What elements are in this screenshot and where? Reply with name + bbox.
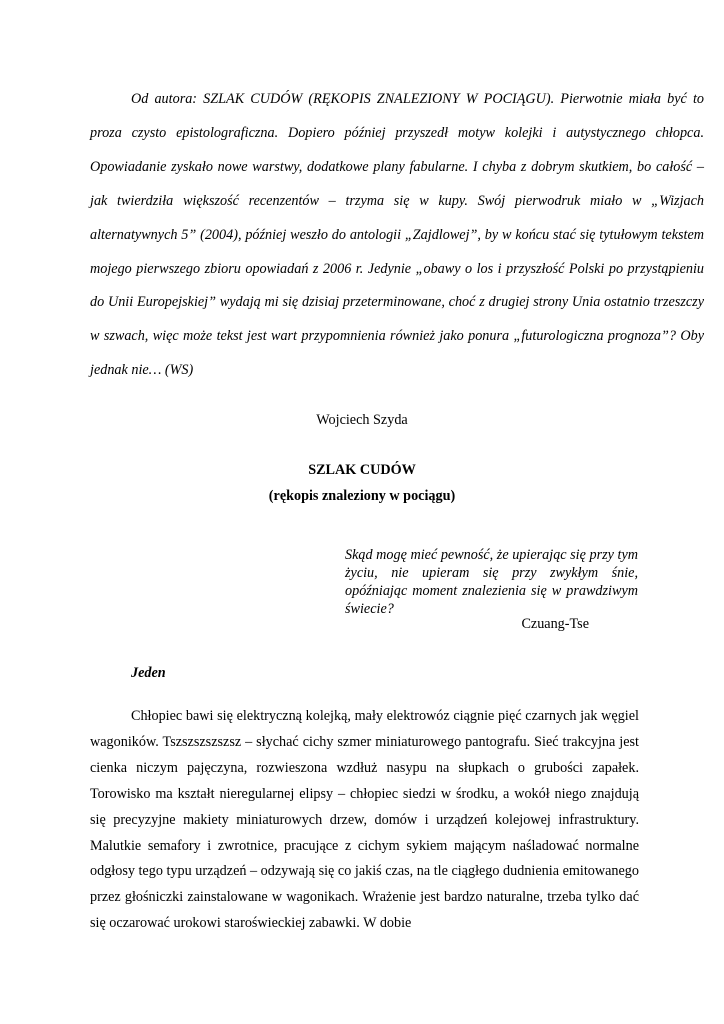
story-author: Wojciech Szyda	[316, 412, 408, 428]
chapter-heading: Jeden	[131, 665, 166, 681]
epigraph-quote: Skąd mogę mieć pewność, że upierając się przy tym życiu, nie upieram się przy zwykłym śnie, opóźniając moment znalezienia się w prawdziwym świecie?	[345, 547, 638, 617]
chapter-body-text: Chłopiec bawi się elektryczną kolejką, mały elektrowóz ciągnie pięć czarnych jak węgiel wagoników. Tszszszszszsz – słychać cichy szmer miniaturowego pantografu. Sieć trakcyjna jest cienka niczym pajęczyna, rozwieszona wzdłuż nasypu na słupkach o grubości zapałek. Torowisko ma kształt nieregularnej elipsy – chłopiec siedzi w środku, a wokół niego znajdują się precyzyjne makiety miniaturowych drzew, domów i urządzeń kolejowej infrastruktury. Malutkie semafory i zwrotnice, pracujące z cichym sykiem mającym naśladować normalne odgłosy tego typu urządzeń – odzywają się co jakiś czas, na tle ciągłego dudnienia emitowanego przez głośniczki zainstalowane w wagonikach. Wrażenie jest bardzo naturalne, trzeba tylko dać się oczarować urokowi staroświeckiej zabawki. W dobie	[90, 708, 639, 932]
story-subtitle: (rękopis znaleziony w pociągu)	[268, 488, 456, 504]
story-title: SZLAK CUDÓW	[308, 462, 416, 478]
author-preface: Od autora: SZLAK CUDÓW (RĘKOPIS ZNALEZIONY W POCIĄGU). Pierwotnie miała być to proza czysto epistolograficzna. Dopiero później przyszedł motyw kolejki i autystycznego chłopca. Opowiadanie zyskało nowe warstwy, dodatkowe plany fabularne. I chyba z dobrym skutkiem, bo całość – jak twierdziła większość recenzentów – trzyma się w kupy. Swój pierwodruk miało w „Wizjach alternatywnych 5” (2004), później weszło do antologii „Zajdlowej”, by w końcu stać się tytułowym tekstem mojego pierwszego zbioru opowiadań z 2006 r. Jedynie „obawy o los i przyszłość Polski po przystąpieniu do Unii Europejskiej” wydają mi się dzisiaj przeterminowane, choć z drugiej strony Unia ostatnio trzeszczy w szwach, więc może tekst jest wart przypomnienia również jako ponura „futurologiczna prognoza”? Oby jednak nie… (WS)	[90, 91, 704, 379]
epigraph-author: Czuang-Tse	[521, 616, 589, 632]
